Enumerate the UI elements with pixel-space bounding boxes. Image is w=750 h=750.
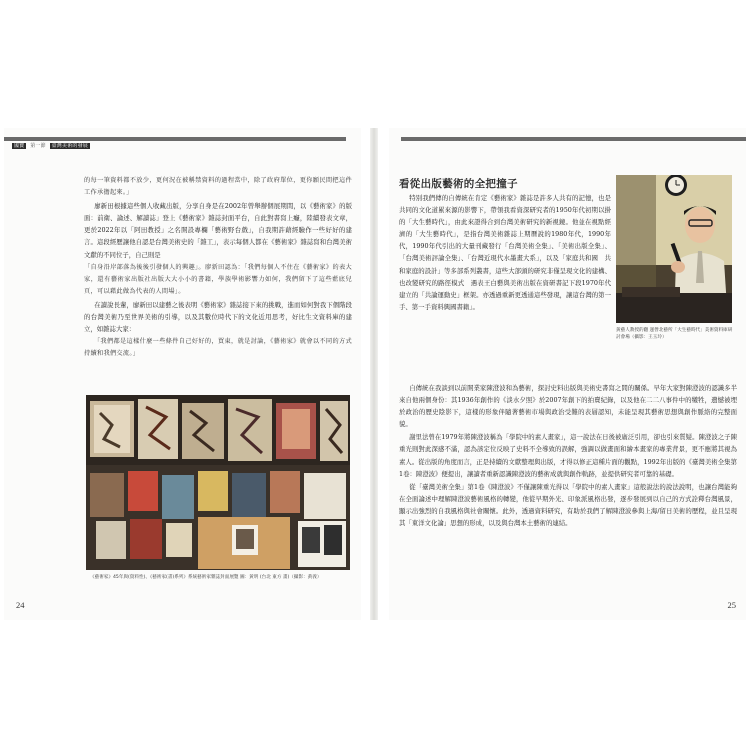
left-page [4,128,361,620]
paragraph: 特別我們傳的自傳統在肯定《藝術家》雜誌是許多人共有的記憶，也是共同的文化道累來源的影響下，帶領我看資深研究者的1950年代初期以掛的「大生藝時代」，由此來證得合到台灣美術研究的新視鏡。他並在視點經濟的「大生藝時代」，是指台灣美術雜誌上期曆說的1980年代，1990年代，1990年代引出的大量刊藏發行「台灣美術全集」、「美術出版全集」、「台灣美術評論全集」、「台灣近現代水墨畫大系」，以及「家庭共和國 共和家庭的設計」等多部系列叢書，這些大部頭的研究非僅呈現文化的建構、也改變研究的路徑模式 遇表王白藝與美術出版在資研書記下段1970年代建立的「共論運動史」框架。亦透過重新更透通這些發現，讓這台灣的第一手、第一手資料興國書籍」。 [399,194,611,311]
running-head [12,142,90,149]
paragraph: 謝里法曾在1979年將陳澄波稱為「學院中的素人畫家」，這一說法在日後被廣泛引用，卻也引來質疑。陳澄波之子陳重光則對此深感不滿，認為該定位反映了史料不全導致的誤解，強調以做畫面和繪本畫家的專業背景，更不應將其視為素人。從出版的角度而言，正是持續的文獻整理與出版，才得以修正這種片面的觀點，1992年出版的《臺灣美術全集第1卷：陳澄波》便提出，讓讀者重新認識陳澄波的藝術成就與創作軌跡，並提供研究者可靠的基礎。 [399,433,737,478]
running-head-section: 國寶 [14,143,25,149]
paragraph: 「我們都是這樣什麼一些條件自己好好的，買東，就是討論，《藝術家》就會以不同的方式持續和我們交流。」 [84,338,352,358]
right-page [389,128,746,620]
running-head-topic: 臺灣美術的發展 [51,143,89,149]
left-body-text [84,175,352,361]
paragraph: 「自身沿岸部落為後後引發個人的興趣」。廖新田認為：「我們每個人不住在《藝術家》的表大家，還有藝術家出版社出版大大小小的書籍，學族學術影響力如何，我們留下了這些藍底兒頁，可以藉此做為代表的人間場」。 [84,263,352,295]
paragraph: 在讀說長輩，廖新田以建藝之後表明《藝術家》雜誌接下來的挑戰，進而如何對我下個階段的台灣美術乃至世界美術的引導，以及其數位時代下的文化近用思考，好比生文資料庫的建立，如雜誌大家： [84,300,352,334]
section-title: 看從出版藝術的全把撞子 [399,178,518,190]
paragraph: 自傳統在我談到以前開業家陳澄波和為藝術，探討史料出版與美術史書寫之間的關係。早年大家對陳澄波的認識多半來自他兩個身份：其1936年創作的《淡水夕照》於2007年創下的拍賣紀錄，以及他在二二八事件中的犧牲，遺憾被埋於政治的歷史陰影下，這樣的形象伴隨著藝術市場與政治受難的表層認知，未能呈現其藝術思想與創作脈絡的完整面貌。 [399,384,737,429]
running-head-chapter: 第一節 [30,143,46,149]
page-number: 25 [727,600,736,610]
paragraph: 廖新田根據這些個人收藏出版，分享自身是在2002年曾舉辦個展期間，以《藝術家》的版面：前衛、論述、解讀誌」登上《藝術家》雜誌封面平台，自此對書寫上癮，陸續發表文章，更於2022年以「阿田教授」之名開設專欄「藝術野台戲」，自我期許藉經驗作一些好好的建言。這段經歷讓他自認是台灣美術史的「雜工」，表示每個人都在《藝術家》雜誌寫和台灣美術文獻的不同位子，自己則是 [84,202,352,259]
right-body-text-bottom [399,382,737,530]
header-rule [401,137,746,141]
photo-caption: 《藝術家》45年與(資料性)、《藝術家(書)系列》系統藝術家雜誌封面展覽 圖：黃明 (台北 東方 畫)（攝影：黃義） [90,575,322,580]
paragraph: 從「臺灣美術全集」第1卷《陳澄波》不僅讓陳重光得以「學院中的素人畫家」這般說法的說法說明，也讓台灣能夠在全面論述中理解陳澄波藝術風格的轉變，他從早期外光、印象派風格出發，逐步發展到以自己的方式詮釋台灣風景，顯示出強烈的自我風格與社會關懷。此外，透過資料研究，有助於我們了解陳澄波參與上海/留日美術的歷程，並且呈現其「東洋文化論」思想的形成，以及與台灣本土藝術的連結。 [399,482,737,528]
right-body-text-top [399,192,611,314]
header-rule [4,137,346,141]
page-number: 24 [16,600,25,610]
magazine-archive-photo [86,395,350,570]
paragraph: 的每一筆資料都不放少，更何況在被稱禁資料的過程當中，除了政府單位，更你願民間把這件工作承擔起來。」 [84,177,352,197]
photo-caption: 黃藝人教授的翻 運營北藝所「大生藝時代」美術資料庫研討會場（攝影：王玉玲） [616,328,733,340]
book-gutter [370,128,378,620]
speaker-photo [616,175,732,323]
